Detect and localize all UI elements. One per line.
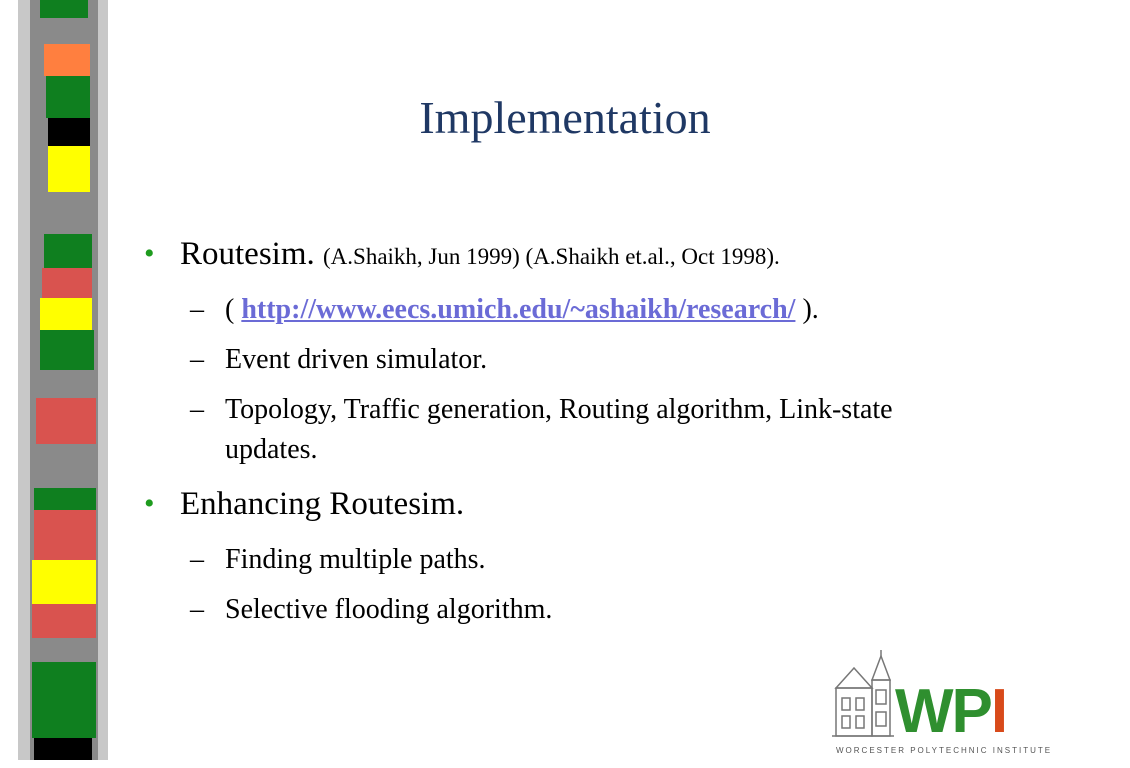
sub-bullet-text: Selective flooding algorithm. [225, 594, 553, 625]
strip-band [40, 0, 88, 18]
bullet-text: Enhancing Routesim. [180, 486, 465, 522]
strip-band [36, 398, 96, 444]
dash-icon: – [190, 544, 204, 575]
citation-text: (A.Shaikh, Jun 1999) (A.Shaikh et.al., Oct 1998). [323, 244, 780, 269]
strip-band [44, 44, 90, 76]
link-prefix: ( [225, 294, 242, 325]
dash-icon: – [190, 344, 204, 375]
bullet-dot-icon: • [144, 237, 155, 270]
strip-band [32, 604, 96, 638]
strip-band [34, 738, 92, 760]
strip-band [40, 330, 94, 370]
dash-icon: – [190, 394, 204, 425]
slide-title: Implementation [419, 92, 711, 143]
bullet-dot-icon: • [144, 487, 155, 520]
strip-band [42, 268, 92, 298]
strip-band [40, 298, 92, 330]
sub-bullet-text: Finding multiple paths. [225, 544, 486, 575]
strip-band [32, 560, 96, 604]
strip-band [32, 662, 96, 738]
wpi-wordmark: WPI [895, 677, 1007, 746]
research-link[interactable]: http://www.eecs.umich.edu/~ashaikh/research/ [241, 294, 796, 325]
bullet-text: Routesim. [180, 236, 315, 272]
dash-icon: – [190, 294, 204, 325]
dash-icon: – [190, 594, 204, 625]
strip-band [34, 510, 96, 560]
link-suffix: ). [795, 294, 819, 325]
sub-bullet-text: Event driven simulator. [225, 344, 488, 375]
wpi-subtitle: WORCESTER POLYTECHNIC INSTITUTE [836, 746, 1053, 755]
strip-band [34, 488, 96, 510]
sub-bullet-text: Topology, Traffic generation, Routing algorithm, Link-state updates. [225, 394, 893, 465]
strip-band [48, 146, 90, 192]
strip-band [44, 234, 92, 268]
